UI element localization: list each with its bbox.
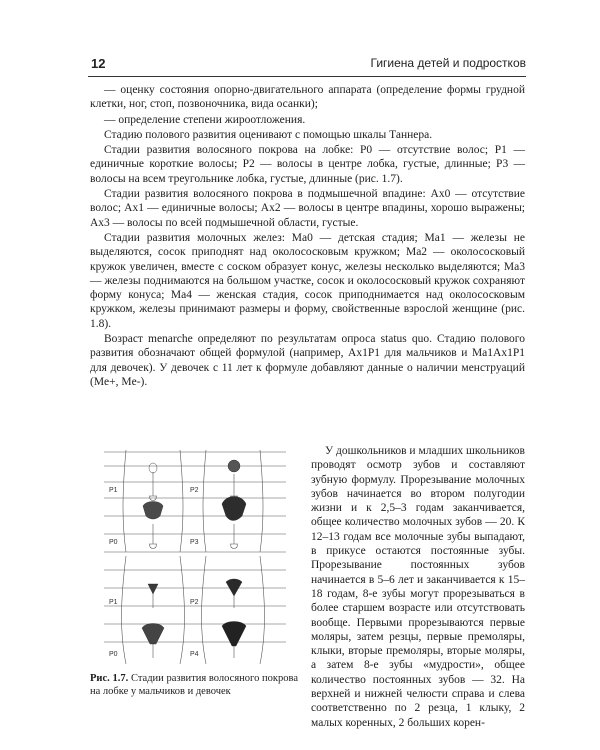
figure-caption (90, 672, 298, 698)
paragraph: — определение степени жироотложения. (104, 113, 306, 126)
panel-label: P4 (190, 651, 199, 658)
header-rule (88, 76, 526, 77)
right-column-text (311, 444, 525, 730)
panel-label: P2 (190, 599, 199, 606)
figure-illustration (96, 444, 294, 670)
caption-text: Стадии развития волосяного покрова на лобке у мальчиков и девочек (90, 673, 299, 697)
body-text (90, 83, 525, 389)
paragraph: Стадию полового развития оценивают с помощью шкалы Таннера. (104, 128, 433, 141)
panel-label: P0 (109, 539, 118, 546)
running-title: Гигиена детей и подростков (370, 56, 526, 70)
panel-label: P2 (190, 487, 199, 494)
panel-label: P3 (190, 539, 199, 546)
figure-pubic-hair-stages (96, 444, 294, 670)
figure-grid-lines (104, 450, 286, 664)
paragraph: — оценку состояния опорно-двигательного аппарата (определение формы грудной клетки, ног, стоп, позвоночника, вида осанки); (90, 84, 525, 111)
paragraph: Возраст menarche определяют по результатам опроса status quo. Стадию полового развития обозначают общей формулой (например, Ax1P1 для мальчиков и Ma1Ax1P1 для девочек). У девочек с 11 лет к формуле добавляют данные о наличии менструаций (Me+, Me-). (90, 333, 525, 388)
panel-label: P1 (109, 487, 118, 494)
paragraph: У дошкольников и младших школьников проводят осмотр зубов и составляют зубную формулу. Прорезывание молочных зубов начинается во втором полугодии жизни и к 2,5–3 годам заканчивается, общее количество молочных зубов — 20. К 12–13 годам все молочные зубы выпадают, в прикусе остаются постоянные зубы. Прорезывание постоянных зубов начинается в 5–6 лет и заканчивается к 15–18 годам, 8-е зубы могут прорезываться в более старшем возрасте или отсутствовать вообще. Первыми прорезываются первые моляры, затем резцы, первые премоляры, клыки, вторые премоляры, вторые моляры, а затем 8-е зубы «мудрости», общее количество постоянных зубов — 32. На верхней и нижней челюсти справа и слева соответственно по 2 резца, 1 клыку, 2 малых коренных, 2 больших корен- (311, 445, 525, 729)
paragraph: Стадии развития волосяного покрова в подмышечной впадине: Ax0 — отсутствие волос; Ax1 — единичные волосы; Ax2 — волосы в центре впадины, хорошо выражены; Ax3 — волосы по всей подмышечной области, густые. (90, 188, 525, 229)
caption-label: Рис. 1.7. (90, 673, 129, 684)
paragraph: Стадии развития волосяного покрова на лобке: P0 — отсутствие волос; P1 — единичные короткие волосы; P2 — волосы в центре лобка, густые, длинные; P3 — волосы на всем треугольнике лобка, густые, длинные (рис. 1.7). (90, 144, 525, 185)
panel-label: P1 (109, 599, 118, 606)
page-header (88, 56, 526, 74)
panel-label: P0 (109, 651, 118, 658)
paragraph: Стадии развития молочных желез: Ma0 — детская стадия; Ma1 — железы не выделяются, сосок приподнят над околососковым кружком; Ma2 — околососковый кружок увеличен, вместе с соском образует конус, железы несколько выделяются; Ma3 — железы поднимаются на большом участке, сосок и околососковый кружок сохраняют форму конуса; Ma4 — женская стадия, сосок приподнимается над околососковым кружком, железы принимают размеры и форму, свойственные взрослой женщине (рис. 1.8). (90, 231, 525, 330)
page-number: 12 (91, 56, 106, 71)
